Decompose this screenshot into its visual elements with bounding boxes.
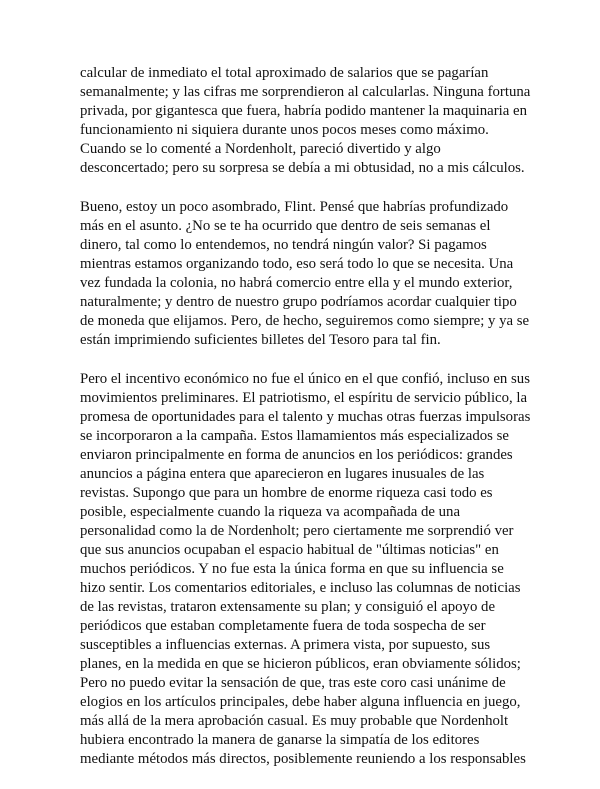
text-line: mientras estamos organizando todo, eso será todo lo que se necesita. Una xyxy=(80,256,514,272)
text-line: Bueno, estoy un poco asombrado, Flint. Pensé que habrías profundizado xyxy=(80,199,509,215)
paragraph xyxy=(80,198,530,350)
text-line: revistas. Supongo que para un hombre de enorme riqueza casi todo es xyxy=(80,485,493,501)
text-line: anuncios a página entera que aparecieron en lugares inusuales de las xyxy=(80,466,485,482)
text-line: funcionamiento ni siquiera durante unos pocos meses como máximo. xyxy=(80,122,489,138)
text-line: Cuando se lo comenté a Nordenholt, pareció divertido y algo xyxy=(80,141,441,157)
text-line: hubiera encontrado la manera de ganarse la simpatía de los editores xyxy=(80,732,480,748)
text-line: promesa de oportunidades para el talento y muchas otras fuerzas impulsoras xyxy=(80,409,531,425)
paragraph xyxy=(80,64,530,178)
text-line: de moneda que elijamos. Pero, de hecho, seguiremos como siempre; y ya se xyxy=(80,313,530,329)
body-text xyxy=(80,64,530,789)
text-line: de las revistas, trataron extensamente su plan; y consiguió el apoyo de xyxy=(80,599,496,615)
text-line: naturalmente; y dentro de nuestro grupo podríamos acordar cualquier tipo xyxy=(80,294,517,310)
text-line: enviaron principalmente en forma de anuncios en los periódicos: grandes xyxy=(80,447,513,463)
text-line: movimientos preliminares. El patriotismo, el espíritu de servicio público, la xyxy=(80,390,528,406)
text-line: posible, especialmente cuando la riqueza va acompañada de una xyxy=(80,504,461,520)
text-line: se incorporaron a la campaña. Estos llamamientos más especializados se xyxy=(80,428,509,444)
text-line: Pero no puedo evitar la sensación de que, tras este coro casi unánime de xyxy=(80,675,506,691)
text-line: periódicos que estaban completamente fuera de toda sospecha de ser xyxy=(80,618,486,634)
paragraph xyxy=(80,370,530,769)
text-line: dinero, tal como lo entendemos, no tendrá ningún valor? Si pagamos xyxy=(80,237,487,253)
text-line: hizo sentir. Los comentarios editoriales, e incluso las columnas de noticias xyxy=(80,580,521,596)
text-line: elogios en los artículos principales, debe haber alguna influencia en juego, xyxy=(80,694,521,710)
text-line: susceptibles a influencias externas. A primera vista, por supuesto, sus xyxy=(80,637,491,653)
text-line: semanalmente; y las cifras me sorprendieron al calcularlas. Ninguna fortuna xyxy=(80,84,531,100)
text-line: más allá de la mera aprobación casual. Es muy probable que Nordenholt xyxy=(80,713,509,729)
text-line: mediante métodos más directos, posiblemente reuniendo a los responsables xyxy=(80,751,526,767)
text-line: que sus anuncios ocupaban el espacio habitual de "últimas noticias" en xyxy=(80,542,499,558)
text-line: personalidad como la de Nordenholt; pero ciertamente me sorprendió ver xyxy=(80,523,514,539)
text-line: calcular de inmediato el total aproximado de salarios que se pagarían xyxy=(80,65,489,81)
text-line: planes, en la medida en que se hicieron públicos, eran obviamente sólidos; xyxy=(80,656,521,672)
text-line: Pero el incentivo económico no fue el único en el que confió, incluso en sus xyxy=(80,371,530,387)
text-line: desconcertado; pero su sorpresa se debía a mi obtusidad, no a mis cálculos. xyxy=(80,160,525,176)
text-line: están imprimiendo suficientes billetes del Tesoro para tal fin. xyxy=(80,332,441,348)
text-line: muchos periódicos. Y no fue esta la única forma en que su influencia se xyxy=(80,561,504,577)
text-line: más en el asunto. ¿No se te ha ocurrido que dentro de seis semanas el xyxy=(80,218,491,234)
text-line: privada, por gigantesca que fuera, habría podido mantener la maquinaria en xyxy=(80,103,528,119)
text-line: vez fundada la colonia, no habrá comercio entre ella y el mundo exterior, xyxy=(80,275,513,291)
